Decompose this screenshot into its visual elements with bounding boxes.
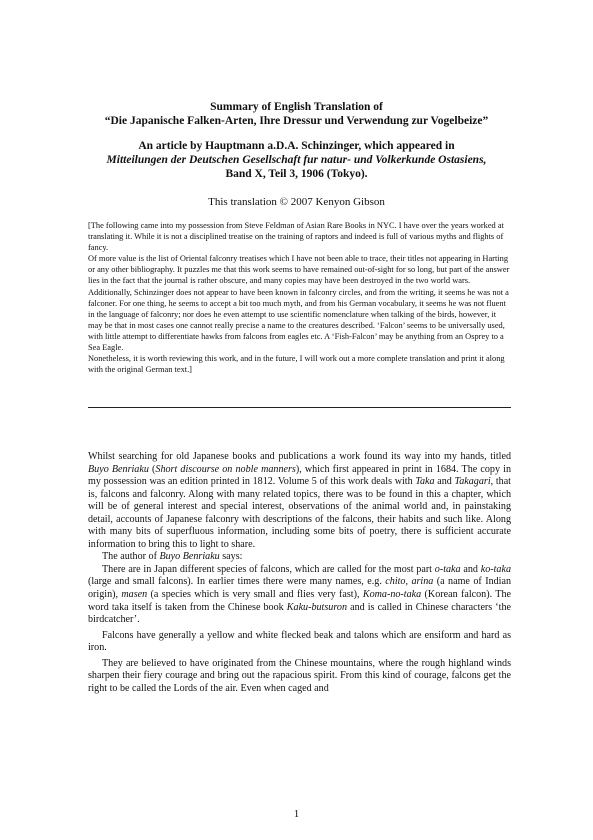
body-paragraph-1: Whilst searching for old Japanese books and publications a work found its way into my hands, titled Buyo Benriaku (Short discourse on noble manners), which first appeared in print in 1684. The copy in my possession was an edition printed in 1812. Volume 5 of this work deals with Taka and Takagari, that is, falcons and falconry. Along with many related topics, there was to be found in this a chapter, which will be of general interest and special interest, observations of the animal world and, in painstaking detail, accounts of Japanese falconry with descriptions of the falcons, their habits and such like. Along with many bits of superfluous information, including some bits of poetry, there is sufficient accurate information to bring this to light to share. <box>88 451 511 550</box>
body-text <box>88 451 511 695</box>
body-paragraph-3: There are in Japan different species of falcons, which are called for the most part o-taka and ko-taka (large and small falcons). In earlier times there were many names, e.g. chito, arina (a name of Indian origin), masen (a species which is very small and flies very fast), Koma-no-taka (Korean falcon). The word taka itself is taken from the Chinese book Kaku-butsuron and is called in Chinese characters ‘the birdcatcher’. <box>88 563 512 626</box>
article-line-1: An article by Hauptmann a.D.A. Schinzinger, which appeared in <box>138 140 455 152</box>
title-line-2: “Die Japanische Falken-Arten, Ihre Dressur und Verwendung zur Vogelbeize” <box>104 115 489 127</box>
note-paragraph-2: Of more value is the list of Oriental falconry treatises which I have not been able to trace, their titles not appearing in Harting or any other bibliography. It puzzles me that this work seems to have remained out-of-sight for so long, but part of the answer lies in the fact that the journal is rather obscure, and many copies may have been destroyed in the two world wars. Additionally, Schinzinger does not appear to have been known in falconry circles, and from the writing, it seems he was not a falconer. For one thing, he seems to accept a bit too much myth, and from his German vocabulary, it seems he was not fluent in the language of falconry; nor does he even attempt to use scientific nomenclature when talking of the birds, however, it may be that in most cases one cannot really precise a name to the creatures described. ‘Falcon’ seems to be universally used, with little attempt to differentiate hawks from falcons from eagles etc. A ‘Fish-Falcon’ may be anything from an Osprey to a Sea Eagle. <box>88 254 510 353</box>
document-title <box>0 100 593 128</box>
note-paragraph-3: Nonetheless, it is worth reviewing this work, and in the future, I will work out a more complete translation and print it along with the original German text.] <box>88 354 505 375</box>
section-divider <box>88 407 511 408</box>
article-line-2: Mitteilungen der Deutschen Gesellschaft fur natur- und Volkerkunde Ostasiens, <box>106 154 487 166</box>
article-line-3: Band X, Teil 3, 1906 (Tokyo). <box>225 168 368 180</box>
note-paragraph-1: [The following came into my possession from Steve Feldman of Asian Rare Books in NYC. I have over the years worked at translating it. While it is not a disciplined treatise on the training of raptors and indeed is full of various myths and flights of fancy. <box>88 221 504 253</box>
title-line-1: Summary of English Translation of <box>210 101 383 113</box>
translator-note <box>88 220 512 375</box>
body-paragraph-5: They are believed to have originated from the Chinese mountains, where the rough highland winds sharpen their fiery courage and bring out the rapacious spirit. From this kind of courage, falcons get the right to be called the Lords of the air. Even when caged and <box>88 657 511 694</box>
article-citation <box>0 139 593 181</box>
page-number: 1 <box>293 808 300 820</box>
body-paragraph-4: Falcons have generally a yellow and white flecked beak and talons which are ensiform and hard as iron. <box>88 629 511 654</box>
copyright-line: This translation © 2007 Kenyon Gibson <box>208 196 385 208</box>
body-paragraph-2: The author of Buyo Benriaku says: <box>102 551 243 563</box>
